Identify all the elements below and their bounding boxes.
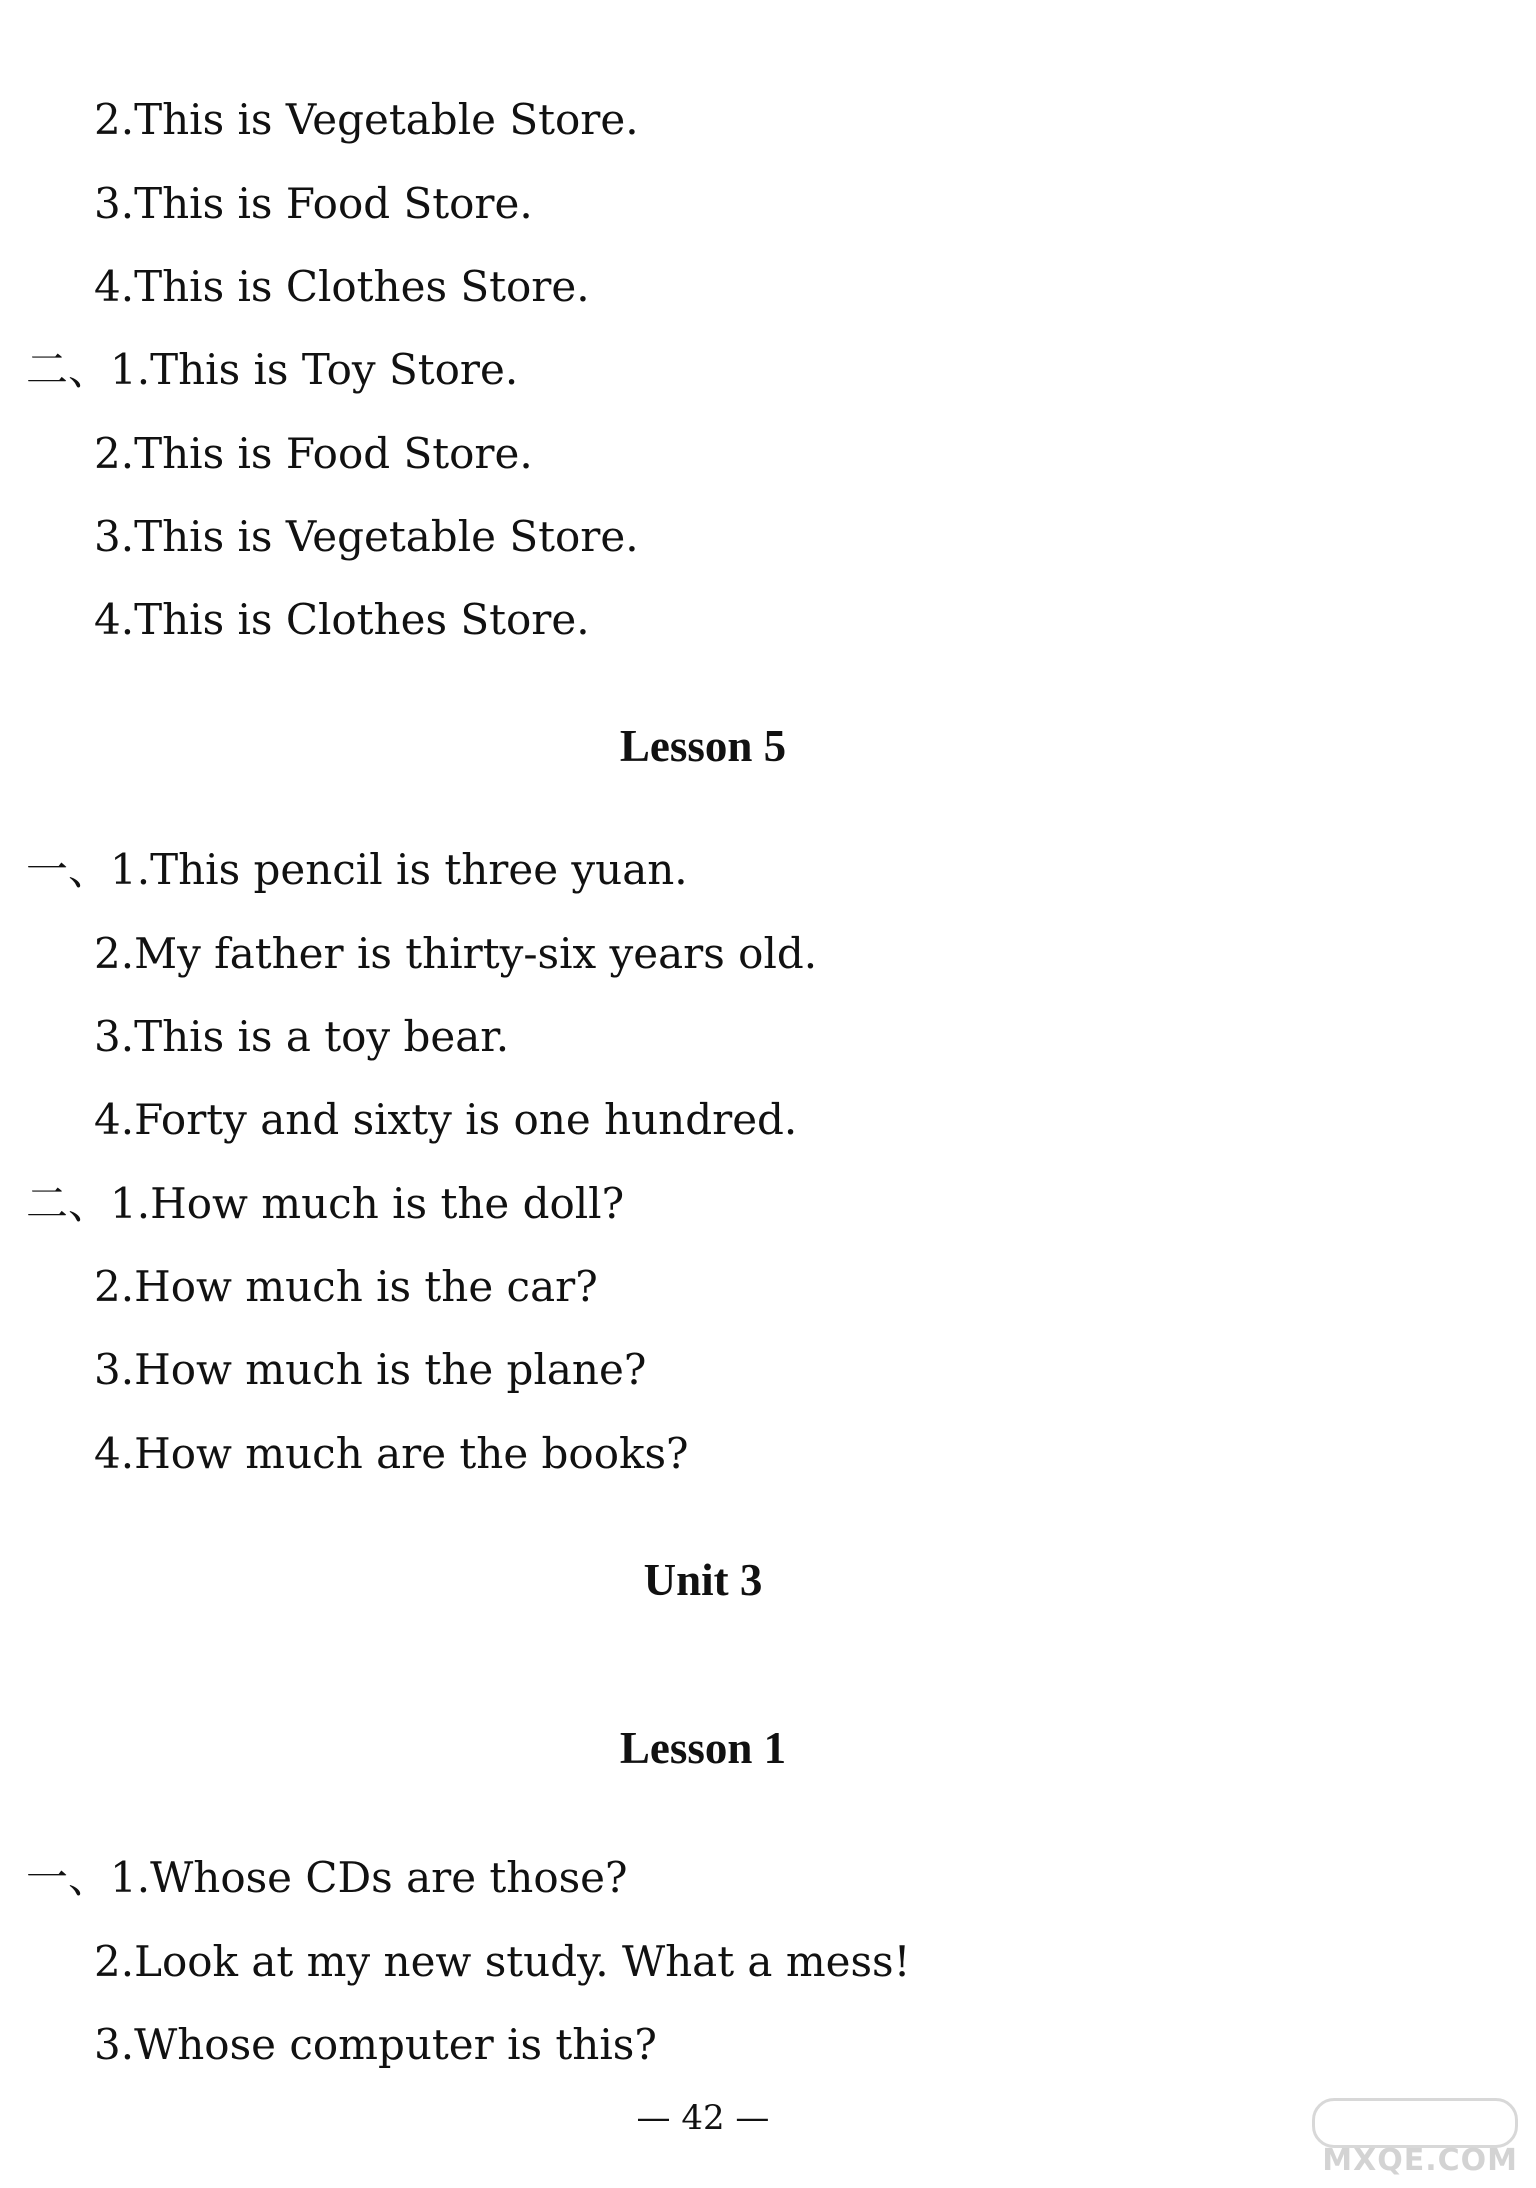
item-number: 3. — [94, 1345, 135, 1394]
answer-text: This is Food Store. — [134, 179, 533, 228]
answer-line — [94, 1936, 910, 1988]
answer-text: Whose computer is this? — [134, 2020, 657, 2069]
answer-line — [94, 1011, 509, 1063]
item-number: 2. — [94, 1937, 135, 1986]
item-number: 2. — [94, 429, 135, 478]
item-number: 1. — [110, 345, 151, 394]
answer-text: This is Vegetable Store. — [134, 512, 639, 561]
section-marker: 二、 — [26, 345, 111, 394]
item-number: 2. — [94, 929, 135, 978]
item-number: 4. — [94, 1429, 135, 1478]
answer-line — [94, 511, 639, 563]
watermark-text: MXQE.COM — [1322, 2143, 1518, 2178]
item-number: 3. — [94, 512, 135, 561]
answer-text: Look at my new study. What a mess! — [134, 1937, 911, 1986]
answer-line — [94, 428, 533, 480]
answer-text: My father is thirty-six years old. — [134, 929, 818, 978]
item-number: 4. — [94, 262, 135, 311]
answer-text: Whose CDs are those? — [150, 1853, 628, 1902]
item-number: 3. — [94, 2020, 135, 2069]
watermark — [1308, 2098, 1518, 2178]
answer-text: This is a toy bear. — [134, 1012, 510, 1061]
answer-text: How much is the car? — [134, 1262, 598, 1311]
answer-text: This pencil is three yuan. — [150, 845, 688, 894]
answer-line — [94, 1094, 797, 1146]
answer-text: This is Clothes Store. — [134, 595, 590, 644]
answer-line — [94, 928, 817, 980]
answer-line — [94, 94, 639, 146]
item-number: 1. — [110, 1179, 151, 1228]
item-number: 4. — [94, 595, 135, 644]
answer-text: This is Food Store. — [134, 429, 533, 478]
section-marker: 二、 — [26, 1179, 111, 1228]
answer-text: How much is the doll? — [150, 1179, 625, 1228]
answer-line — [26, 844, 688, 896]
answer-line — [94, 261, 590, 313]
section-marker: 一、 — [26, 1853, 111, 1902]
item-number: 3. — [94, 1012, 135, 1061]
answer-line — [94, 1428, 689, 1480]
answer-line — [94, 594, 590, 646]
item-number: 4. — [94, 1095, 135, 1144]
answer-line — [26, 1852, 628, 1904]
lesson-heading: Lesson 1 — [619, 1723, 787, 1773]
item-number: 3. — [94, 179, 135, 228]
item-number: 1. — [110, 1853, 151, 1902]
answer-text: How much are the books? — [134, 1429, 689, 1478]
unit-heading: Unit 3 — [643, 1555, 763, 1605]
section-marker: 一、 — [26, 845, 111, 894]
item-number: 2. — [94, 95, 135, 144]
page-number: — 42 — — [636, 2098, 770, 2138]
answer-text: This is Toy Store. — [150, 345, 519, 394]
answer-line — [94, 1344, 646, 1396]
answer-line — [26, 1178, 624, 1230]
answer-text: How much is the plane? — [134, 1345, 647, 1394]
watermark-logo-icon — [1312, 2098, 1518, 2148]
answer-line — [94, 178, 533, 230]
lesson-heading: Lesson 5 — [619, 721, 787, 771]
answer-text: This is Vegetable Store. — [134, 95, 639, 144]
item-number: 2. — [94, 1262, 135, 1311]
answer-text: Forty and sixty is one hundred. — [134, 1095, 798, 1144]
answer-text: This is Clothes Store. — [134, 262, 590, 311]
answer-line — [94, 1261, 598, 1313]
item-number: 1. — [110, 845, 151, 894]
answer-line — [26, 344, 518, 396]
answer-line — [94, 2019, 657, 2071]
